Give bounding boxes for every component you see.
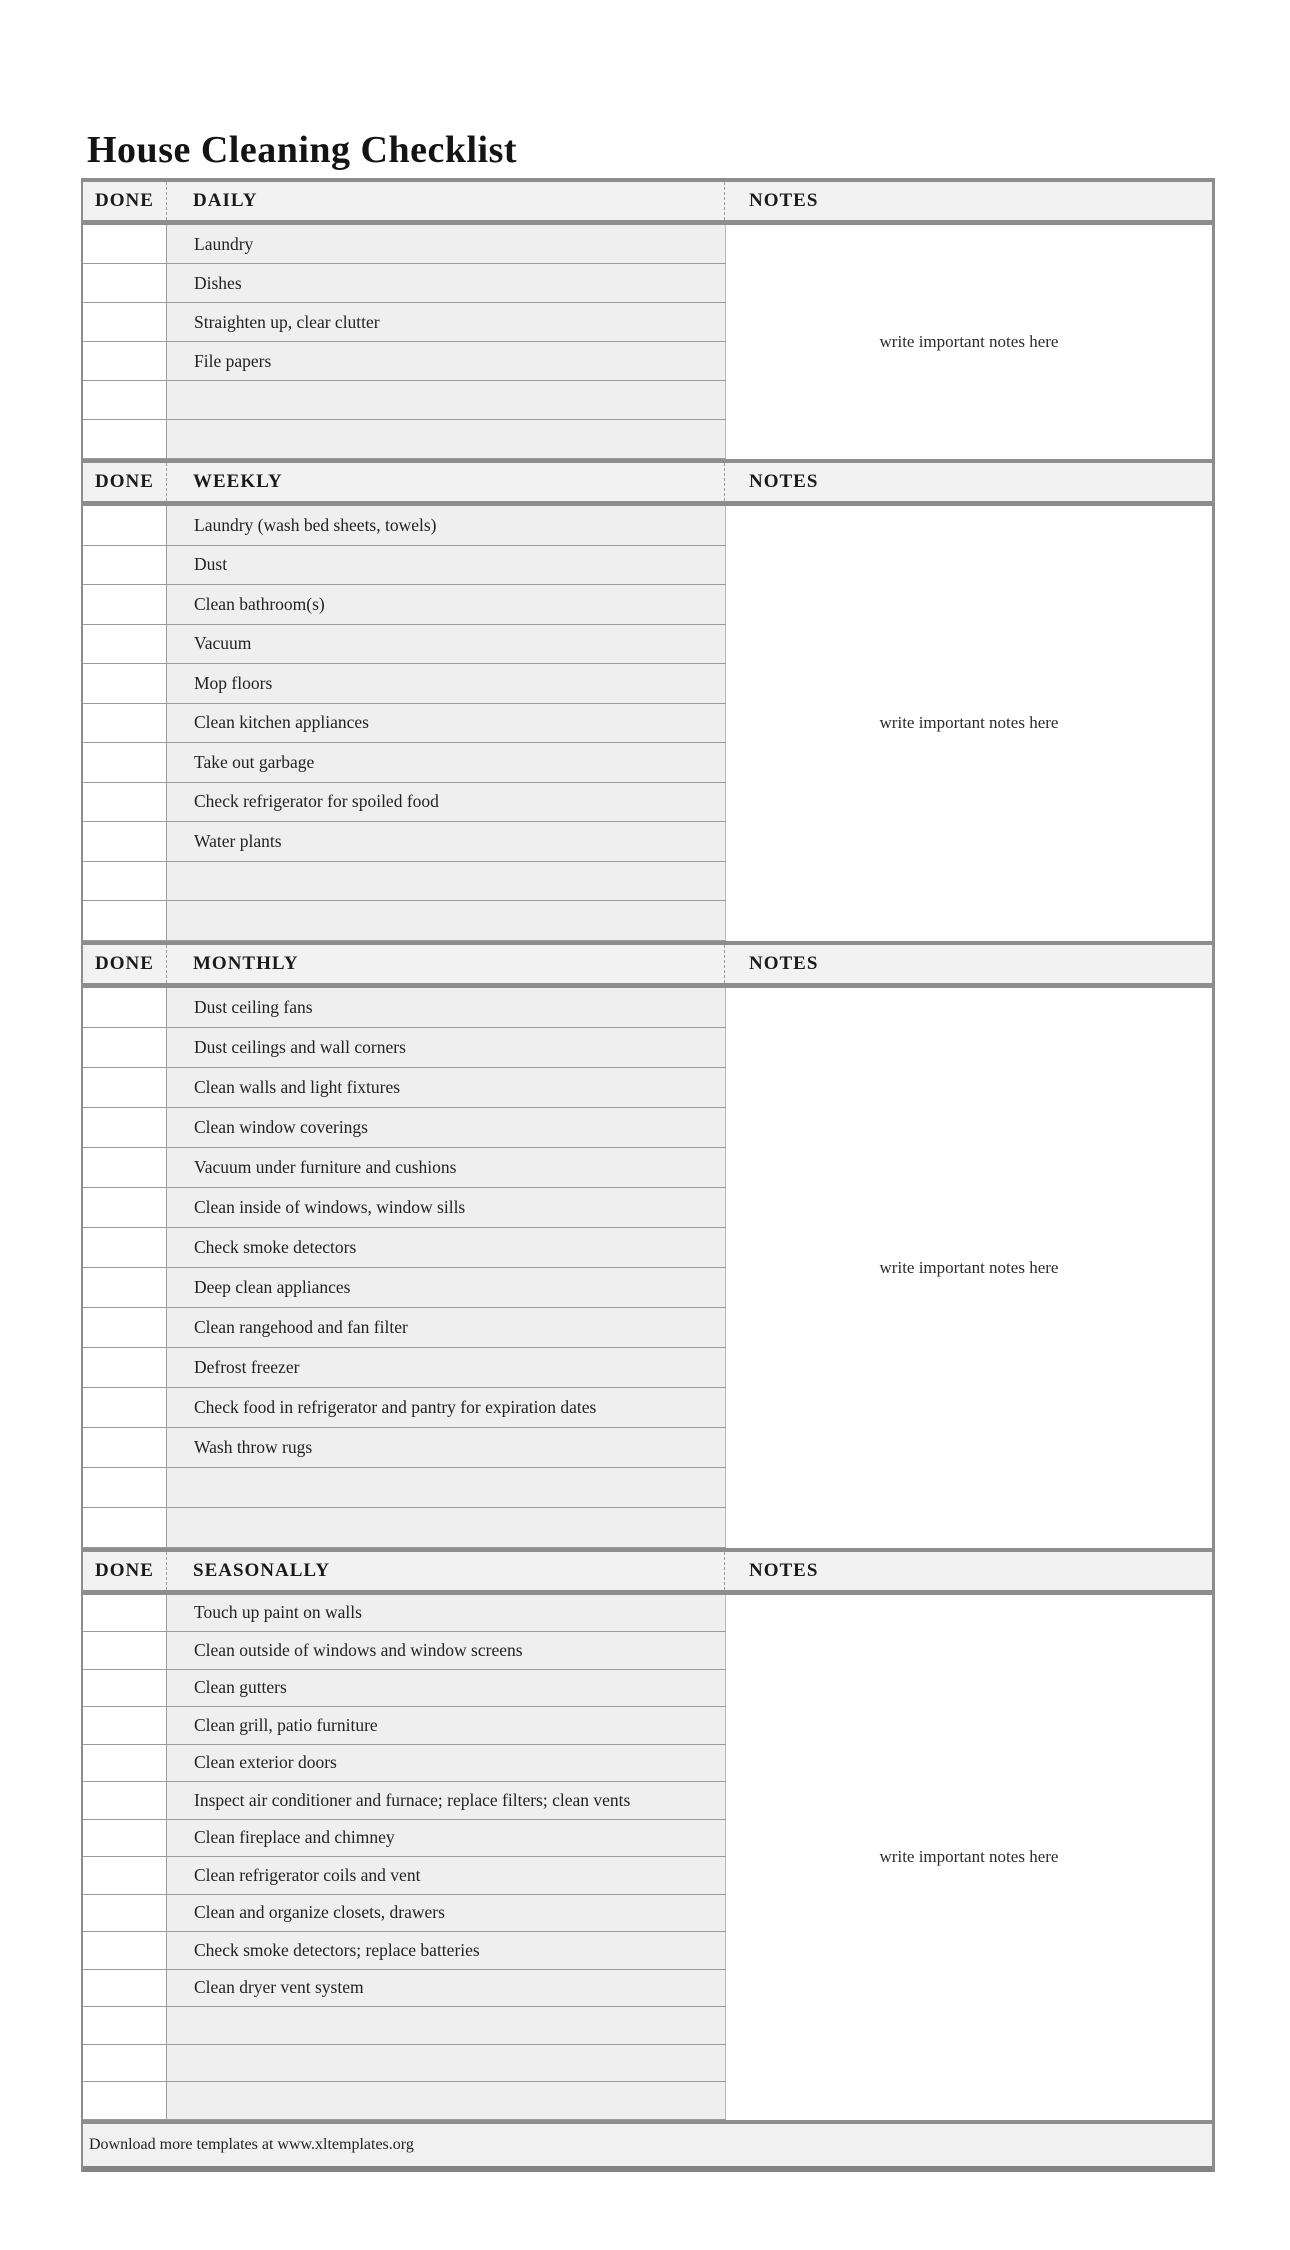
done-checkbox-cell[interactable] bbox=[83, 1932, 167, 1969]
notes-column-header bbox=[725, 463, 1212, 501]
done-checkbox-cell[interactable] bbox=[83, 585, 167, 624]
task-label: Clean inside of windows, window sills bbox=[194, 1196, 466, 1217]
done-column-header-label: DONE bbox=[95, 190, 154, 211]
done-checkbox-cell[interactable] bbox=[83, 783, 167, 822]
task-row bbox=[83, 1970, 726, 2008]
task-cell[interactable] bbox=[167, 1970, 726, 2007]
task-cell[interactable] bbox=[167, 664, 726, 703]
task-cell[interactable] bbox=[167, 1148, 726, 1187]
task-cell[interactable] bbox=[167, 1857, 726, 1894]
section-header-row bbox=[83, 941, 1212, 988]
checklist-table bbox=[81, 178, 1215, 2172]
section-title-label: DAILY bbox=[193, 190, 258, 211]
task-label: Clean grill, patio furniture bbox=[194, 1714, 378, 1735]
task-row bbox=[83, 743, 726, 783]
notes-placeholder: write important notes here bbox=[879, 713, 1059, 733]
task-cell[interactable] bbox=[167, 822, 726, 861]
task-cell[interactable] bbox=[167, 1228, 726, 1267]
done-checkbox-cell[interactable] bbox=[83, 1348, 167, 1387]
done-checkbox-cell[interactable] bbox=[83, 1268, 167, 1307]
done-column-header bbox=[83, 945, 167, 983]
task-row bbox=[83, 1108, 726, 1148]
done-checkbox-cell[interactable] bbox=[83, 1595, 167, 1632]
done-checkbox-cell[interactable] bbox=[83, 1670, 167, 1707]
notes-area[interactable] bbox=[726, 1595, 1212, 2120]
task-row bbox=[83, 988, 726, 1028]
done-checkbox-cell[interactable] bbox=[83, 1028, 167, 1067]
task-label: Clean bathroom(s) bbox=[194, 593, 325, 614]
done-checkbox-cell[interactable] bbox=[83, 546, 167, 585]
task-label: Wash throw rugs bbox=[194, 1436, 313, 1457]
done-checkbox-cell[interactable] bbox=[83, 1428, 167, 1467]
notes-column-header bbox=[725, 945, 1212, 983]
done-checkbox-cell[interactable] bbox=[83, 1188, 167, 1227]
checklist-section-weekly bbox=[83, 459, 1212, 941]
section-title-label: MONTHLY bbox=[193, 952, 299, 974]
task-grid bbox=[83, 988, 726, 1548]
done-column-header-label: DONE bbox=[95, 952, 154, 974]
section-header-row bbox=[83, 178, 1212, 225]
task-label: Check refrigerator for spoiled food bbox=[194, 791, 439, 812]
task-cell[interactable] bbox=[167, 1745, 726, 1782]
task-row bbox=[83, 1068, 726, 1108]
table-footer bbox=[83, 2120, 1212, 2172]
task-cell-empty[interactable] bbox=[167, 420, 726, 458]
done-checkbox-cell[interactable] bbox=[83, 664, 167, 703]
done-checkbox-cell[interactable] bbox=[83, 1632, 167, 1669]
task-cell[interactable] bbox=[167, 1108, 726, 1147]
task-cell[interactable] bbox=[167, 225, 726, 263]
task-row bbox=[83, 1428, 726, 1468]
task-label: Take out garbage bbox=[194, 751, 315, 772]
checklist-section-seasonally bbox=[83, 1548, 1212, 2120]
done-checkbox-cell[interactable] bbox=[83, 1820, 167, 1857]
section-title-label: SEASONALLY bbox=[193, 1559, 331, 1581]
done-column-header bbox=[83, 463, 167, 501]
notes-column-header-label: NOTES bbox=[749, 1559, 819, 1581]
task-row bbox=[83, 303, 726, 342]
task-cell[interactable] bbox=[167, 743, 726, 782]
task-grid bbox=[83, 225, 726, 459]
task-cell-empty[interactable] bbox=[167, 2045, 726, 2082]
task-cell[interactable] bbox=[167, 1670, 726, 1707]
task-label: Check smoke detectors; replace batteries bbox=[194, 1939, 480, 1960]
task-cell-empty[interactable] bbox=[167, 1508, 726, 1547]
task-cell[interactable] bbox=[167, 1782, 726, 1819]
done-checkbox-cell[interactable] bbox=[83, 1707, 167, 1744]
task-label: Clean outside of windows and window screens bbox=[194, 1639, 523, 1660]
done-checkbox-cell[interactable] bbox=[83, 1970, 167, 2007]
done-checkbox-cell[interactable] bbox=[83, 862, 167, 901]
done-checkbox-cell[interactable] bbox=[83, 1468, 167, 1507]
task-label: Clean dryer vent system bbox=[194, 1977, 364, 1998]
task-row bbox=[83, 1348, 726, 1388]
task-cell[interactable] bbox=[167, 1308, 726, 1347]
task-row bbox=[83, 1148, 726, 1188]
notes-placeholder: write important notes here bbox=[879, 1847, 1059, 1866]
task-label: Clean exterior doors bbox=[194, 1752, 337, 1773]
task-cell[interactable] bbox=[167, 1820, 726, 1857]
notes-area[interactable] bbox=[726, 225, 1212, 459]
task-row bbox=[83, 1595, 726, 1633]
task-label: Clean walls and light fixtures bbox=[194, 1076, 401, 1097]
task-label: Dust ceiling fans bbox=[194, 996, 313, 1017]
done-checkbox-cell[interactable] bbox=[83, 901, 167, 940]
task-row bbox=[83, 1508, 726, 1548]
section-title-cell bbox=[167, 1552, 725, 1590]
done-checkbox-cell[interactable] bbox=[83, 1782, 167, 1819]
task-row bbox=[83, 225, 726, 264]
task-label: Clean rangehood and fan filter bbox=[194, 1316, 408, 1337]
task-row bbox=[83, 342, 726, 381]
task-row bbox=[83, 1028, 726, 1068]
task-label: Dishes bbox=[194, 272, 242, 293]
done-column-header-label: DONE bbox=[95, 471, 154, 492]
done-checkbox-cell[interactable] bbox=[83, 264, 167, 302]
done-checkbox-cell[interactable] bbox=[83, 988, 167, 1027]
task-row bbox=[83, 1857, 726, 1895]
checklist-section-daily bbox=[83, 178, 1212, 459]
section-body bbox=[83, 225, 1212, 459]
done-checkbox-cell[interactable] bbox=[83, 1857, 167, 1894]
task-row bbox=[83, 1932, 726, 1970]
task-label: Laundry bbox=[194, 233, 254, 254]
task-cell[interactable] bbox=[167, 1932, 726, 1969]
notes-column-header bbox=[725, 1552, 1212, 1590]
task-row bbox=[83, 546, 726, 586]
task-row bbox=[83, 783, 726, 823]
task-row bbox=[83, 1707, 726, 1745]
task-row bbox=[83, 1388, 726, 1428]
done-checkbox-cell[interactable] bbox=[83, 420, 167, 458]
task-label: Check smoke detectors bbox=[194, 1236, 357, 1257]
task-cell-empty[interactable] bbox=[167, 2007, 726, 2044]
task-label: Laundry (wash bed sheets, towels) bbox=[194, 514, 437, 535]
section-header-row bbox=[83, 1548, 1212, 1595]
task-label: Dust ceilings and wall corners bbox=[194, 1036, 406, 1057]
task-row bbox=[83, 1820, 726, 1858]
task-label: Clean window coverings bbox=[194, 1116, 368, 1137]
task-row bbox=[83, 264, 726, 303]
done-column-header bbox=[83, 1552, 167, 1590]
task-cell[interactable] bbox=[167, 1348, 726, 1387]
task-row bbox=[83, 664, 726, 704]
task-cell[interactable] bbox=[167, 585, 726, 624]
task-row bbox=[83, 1632, 726, 1670]
task-row bbox=[83, 901, 726, 941]
task-label: Touch up paint on walls bbox=[194, 1602, 362, 1623]
done-checkbox-cell[interactable] bbox=[83, 1745, 167, 1782]
notes-placeholder: write important notes here bbox=[879, 332, 1059, 351]
task-label: Vacuum bbox=[194, 633, 252, 654]
task-cell[interactable] bbox=[167, 1632, 726, 1669]
done-column-header-label: DONE bbox=[95, 1559, 154, 1581]
task-cell-empty[interactable] bbox=[167, 2082, 726, 2119]
page-title: House Cleaning Checklist bbox=[87, 129, 518, 172]
task-row bbox=[83, 625, 726, 665]
section-body bbox=[83, 506, 1212, 941]
task-cell[interactable] bbox=[167, 303, 726, 341]
task-cell[interactable] bbox=[167, 1028, 726, 1067]
task-cell[interactable] bbox=[167, 704, 726, 743]
task-label: Dust bbox=[194, 554, 228, 575]
task-row bbox=[83, 381, 726, 420]
sections-container bbox=[83, 178, 1212, 2120]
task-label: Deep clean appliances bbox=[194, 1276, 351, 1297]
task-cell[interactable] bbox=[167, 264, 726, 302]
task-label: File papers bbox=[194, 350, 272, 371]
task-row bbox=[83, 2045, 726, 2083]
done-checkbox-cell[interactable] bbox=[83, 381, 167, 419]
task-row bbox=[83, 2082, 726, 2120]
done-checkbox-cell[interactable] bbox=[83, 1068, 167, 1107]
section-title-cell bbox=[167, 945, 725, 983]
done-checkbox-cell[interactable] bbox=[83, 1148, 167, 1187]
task-cell[interactable] bbox=[167, 625, 726, 664]
task-cell[interactable] bbox=[167, 988, 726, 1027]
task-grid bbox=[83, 1595, 726, 2120]
task-cell[interactable] bbox=[167, 546, 726, 585]
task-cell[interactable] bbox=[167, 783, 726, 822]
section-title-cell bbox=[167, 182, 725, 220]
section-title-cell bbox=[167, 463, 725, 501]
section-body bbox=[83, 1595, 1212, 2120]
done-checkbox-cell[interactable] bbox=[83, 625, 167, 664]
done-column-header bbox=[83, 182, 167, 220]
task-row bbox=[83, 1895, 726, 1933]
task-cell[interactable] bbox=[167, 1428, 726, 1467]
task-label: Water plants bbox=[194, 830, 282, 851]
task-cell[interactable] bbox=[167, 506, 726, 545]
done-checkbox-cell[interactable] bbox=[83, 1508, 167, 1547]
section-header-row bbox=[83, 459, 1212, 506]
done-checkbox-cell[interactable] bbox=[83, 2045, 167, 2082]
done-checkbox-cell[interactable] bbox=[83, 704, 167, 743]
notes-column-header-label: NOTES bbox=[749, 952, 819, 974]
task-cell[interactable] bbox=[167, 1595, 726, 1632]
task-cell[interactable] bbox=[167, 1388, 726, 1427]
done-checkbox-cell[interactable] bbox=[83, 225, 167, 263]
notes-column-header-label: NOTES bbox=[749, 190, 819, 211]
task-row bbox=[83, 2007, 726, 2045]
done-checkbox-cell[interactable] bbox=[83, 1895, 167, 1932]
task-grid bbox=[83, 506, 726, 941]
task-label: Clean kitchen appliances bbox=[194, 712, 369, 733]
task-row bbox=[83, 585, 726, 625]
done-checkbox-cell[interactable] bbox=[83, 506, 167, 545]
task-row bbox=[83, 1268, 726, 1308]
notes-area[interactable] bbox=[726, 506, 1212, 941]
task-label: Mop floors bbox=[194, 672, 273, 693]
task-row bbox=[83, 506, 726, 546]
task-cell[interactable] bbox=[167, 1068, 726, 1107]
done-checkbox-cell[interactable] bbox=[83, 822, 167, 861]
notes-area[interactable] bbox=[726, 988, 1212, 1548]
done-checkbox-cell[interactable] bbox=[83, 1228, 167, 1267]
task-row bbox=[83, 420, 726, 459]
task-cell-empty[interactable] bbox=[167, 1468, 726, 1507]
task-label: Clean gutters bbox=[194, 1677, 287, 1698]
task-cell[interactable] bbox=[167, 1268, 726, 1307]
task-cell[interactable] bbox=[167, 1895, 726, 1932]
task-row bbox=[83, 862, 726, 902]
section-title-label: WEEKLY bbox=[193, 471, 283, 492]
task-label: Inspect air conditioner and furnace; replace filters; clean vents bbox=[194, 1789, 631, 1810]
done-checkbox-cell[interactable] bbox=[83, 1308, 167, 1347]
done-checkbox-cell[interactable] bbox=[83, 2082, 167, 2119]
task-row bbox=[83, 704, 726, 744]
section-body bbox=[83, 988, 1212, 1548]
done-checkbox-cell[interactable] bbox=[83, 2007, 167, 2044]
task-row bbox=[83, 1782, 726, 1820]
checklist-section-monthly bbox=[83, 941, 1212, 1548]
footer-text: Download more templates at www.xltemplates.org bbox=[89, 2135, 414, 2153]
task-cell-empty[interactable] bbox=[167, 862, 726, 901]
task-row bbox=[83, 1670, 726, 1708]
task-row bbox=[83, 1228, 726, 1268]
task-row bbox=[83, 1468, 726, 1508]
task-label: Check food in refrigerator and pantry for expiration dates bbox=[194, 1396, 597, 1417]
notes-column-header-label: NOTES bbox=[749, 471, 819, 492]
done-checkbox-cell[interactable] bbox=[83, 303, 167, 341]
task-cell-empty[interactable] bbox=[167, 381, 726, 419]
notes-placeholder: write important notes here bbox=[879, 1257, 1059, 1277]
task-cell[interactable] bbox=[167, 1707, 726, 1744]
task-cell-empty[interactable] bbox=[167, 901, 726, 940]
task-cell[interactable] bbox=[167, 1188, 726, 1227]
done-checkbox-cell[interactable] bbox=[83, 743, 167, 782]
task-label: Clean refrigerator coils and vent bbox=[194, 1864, 421, 1885]
done-checkbox-cell[interactable] bbox=[83, 1388, 167, 1427]
task-row bbox=[83, 1745, 726, 1783]
notes-column-header bbox=[725, 182, 1212, 220]
task-row bbox=[83, 1308, 726, 1348]
task-row bbox=[83, 822, 726, 862]
task-label: Clean fireplace and chimney bbox=[194, 1827, 395, 1848]
task-label: Straighten up, clear clutter bbox=[194, 311, 380, 332]
task-label: Vacuum under furniture and cushions bbox=[194, 1156, 457, 1177]
task-cell[interactable] bbox=[167, 342, 726, 380]
done-checkbox-cell[interactable] bbox=[83, 1108, 167, 1147]
task-label: Defrost freezer bbox=[194, 1356, 300, 1377]
task-row bbox=[83, 1188, 726, 1228]
done-checkbox-cell[interactable] bbox=[83, 342, 167, 380]
task-label: Clean and organize closets, drawers bbox=[194, 1902, 445, 1923]
